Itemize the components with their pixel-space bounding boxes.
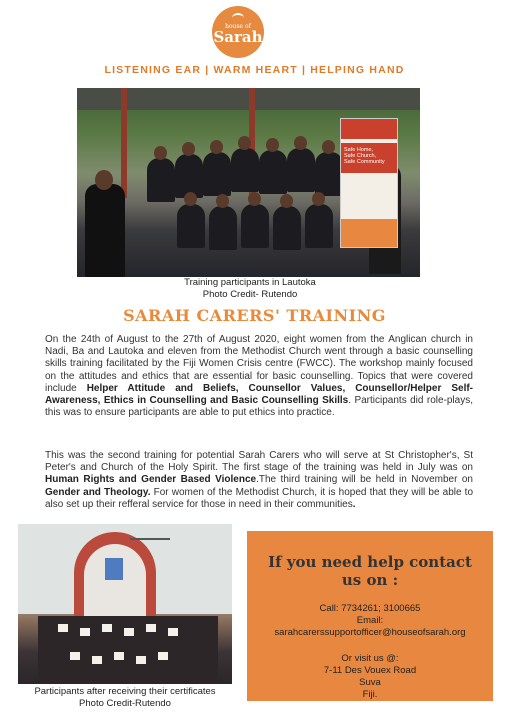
training-photo (77, 88, 420, 277)
certificates-photo (18, 524, 232, 684)
paragraph-2: This was the second training for potential Sarah Carers who will serve at St Christopher's, St Peter's and Church of the Holy Spirit. The first stage of the training was held in July was on Human Rights and Gender Based Violence.The third training will be held in November on Gender and Theology. For women of the Methodist Church, it is hoped that they will be able to also set up their refferal service for those in need in their communities. (45, 450, 474, 510)
leaf-icon (232, 13, 244, 23)
phone-numbers: Call: 7734261; 3100665 (319, 603, 421, 614)
photo-caption-1: Training participants in Lautoka Photo Credit- Rutendo (184, 277, 316, 300)
email-address[interactable]: sarahcarerssupportofficer@houseofsarah.org (274, 627, 466, 638)
ceiling-fan-icon (130, 538, 170, 540)
paragraph-1: On the 24th of August to the 27th of August 2020, eight women from the Anglican church in Nadi, Ba and Lautoka and eleven from the Methodist Church went through a basic counselling skills training facilitated by the Fiji Women Crisis centre (FWCC). The workshop mainly focused on the attitudes and ethics that are essential for basic counselling. Topics that were covered include Helper Attitude and Beliefs, Counsellor Values, Counsellor/Helper Self- Awareness, Ethics in Counselling and Basic Counselling Skills. Participants did role-plays, this was to ensure participants are able to put ethics into practice. (45, 334, 474, 419)
visit-label: Or visit us @: (341, 653, 399, 664)
email-label: Email: (356, 615, 384, 626)
contact-heading: If you need help contact us on : (268, 553, 472, 589)
address-line-1: 7-11 Des Vouex Road (323, 665, 417, 676)
logo-small-text: house of (225, 23, 251, 30)
stained-glass-window (105, 558, 123, 580)
address-line-2: Suva (359, 677, 381, 688)
photo-caption-2: Participants after receiving their certificates Photo Credit-Rutendo (34, 686, 216, 709)
safe-home-banner: Safe Home, Safe Church, Safe Community (340, 118, 398, 248)
article-title: SARAH CARERS' TRAINING (123, 306, 386, 325)
contact-box (247, 531, 493, 701)
logo-brand-text: Sarah (213, 28, 263, 46)
tagline: LISTENING EAR | WARM HEART | HELPING HAND (104, 64, 405, 76)
house-of-sarah-logo (212, 6, 264, 58)
address-line-3: Fiji. (362, 689, 378, 700)
